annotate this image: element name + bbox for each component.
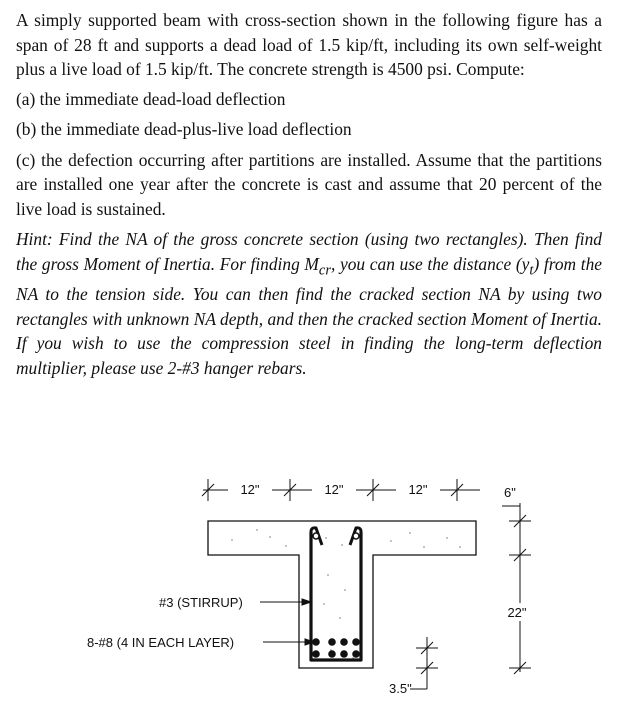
hint-text-2: , you can use the distance (y bbox=[331, 253, 530, 274]
right-dimension-line bbox=[502, 503, 531, 674]
part-b: (b) the immediate dead-plus-live load deflection bbox=[16, 119, 352, 139]
part-c: (c) the defection occurring after partitions are installed. Assume that the partitions are installed one year after the concrete is cast and assume that 20 percent of the live load is sustained. bbox=[16, 149, 602, 219]
hint-text-1: Hint: Find the NA of the gross concrete section (using two rectangles). Then find the gross Moment of Inertia. For finding M bbox=[16, 229, 602, 274]
cover-dimension-line bbox=[410, 637, 438, 689]
hanger-bar-right bbox=[353, 533, 359, 539]
dim-total-depth: 22" bbox=[507, 605, 527, 620]
hint-mcr-subscript: cr bbox=[318, 261, 332, 278]
part-a: (a) the immediate dead-load deflection bbox=[16, 88, 286, 109]
hint-yt-subscript: t bbox=[529, 261, 534, 278]
dim-cover: 3.5" bbox=[389, 681, 412, 696]
t-beam-outline bbox=[208, 521, 476, 668]
dim-flange-left: 12" bbox=[240, 482, 260, 497]
problem-statement: A simply supported beam with cross-section shown in the following figure has a span of 28 ft and supports a dead load of 1.5 kip/ft, including its own self-weight plus a live load of 1.5 kip/ft. The concrete strength is 4500 psi. Compute: bbox=[16, 10, 602, 79]
hint-text-3: ) from the NA to the tension side. You can then find the cracked section NA by using two rectangles with unknown NA depth, and then the cracked section Moment of Inertia. If you wish to use the compression steel in finding the long-term deflection multiplier, please use 2-#3 hanger rebars. bbox=[16, 253, 602, 378]
hanger-bar-left bbox=[313, 533, 319, 539]
dim-flange-thickness: 6" bbox=[504, 485, 516, 500]
label-stirrup: #3 (STIRRUP) bbox=[159, 595, 243, 610]
dim-flange-right: 12" bbox=[408, 482, 428, 497]
label-bars: 8-#8 (4 IN EACH LAYER) bbox=[87, 635, 235, 650]
dim-web: 12" bbox=[324, 482, 344, 497]
